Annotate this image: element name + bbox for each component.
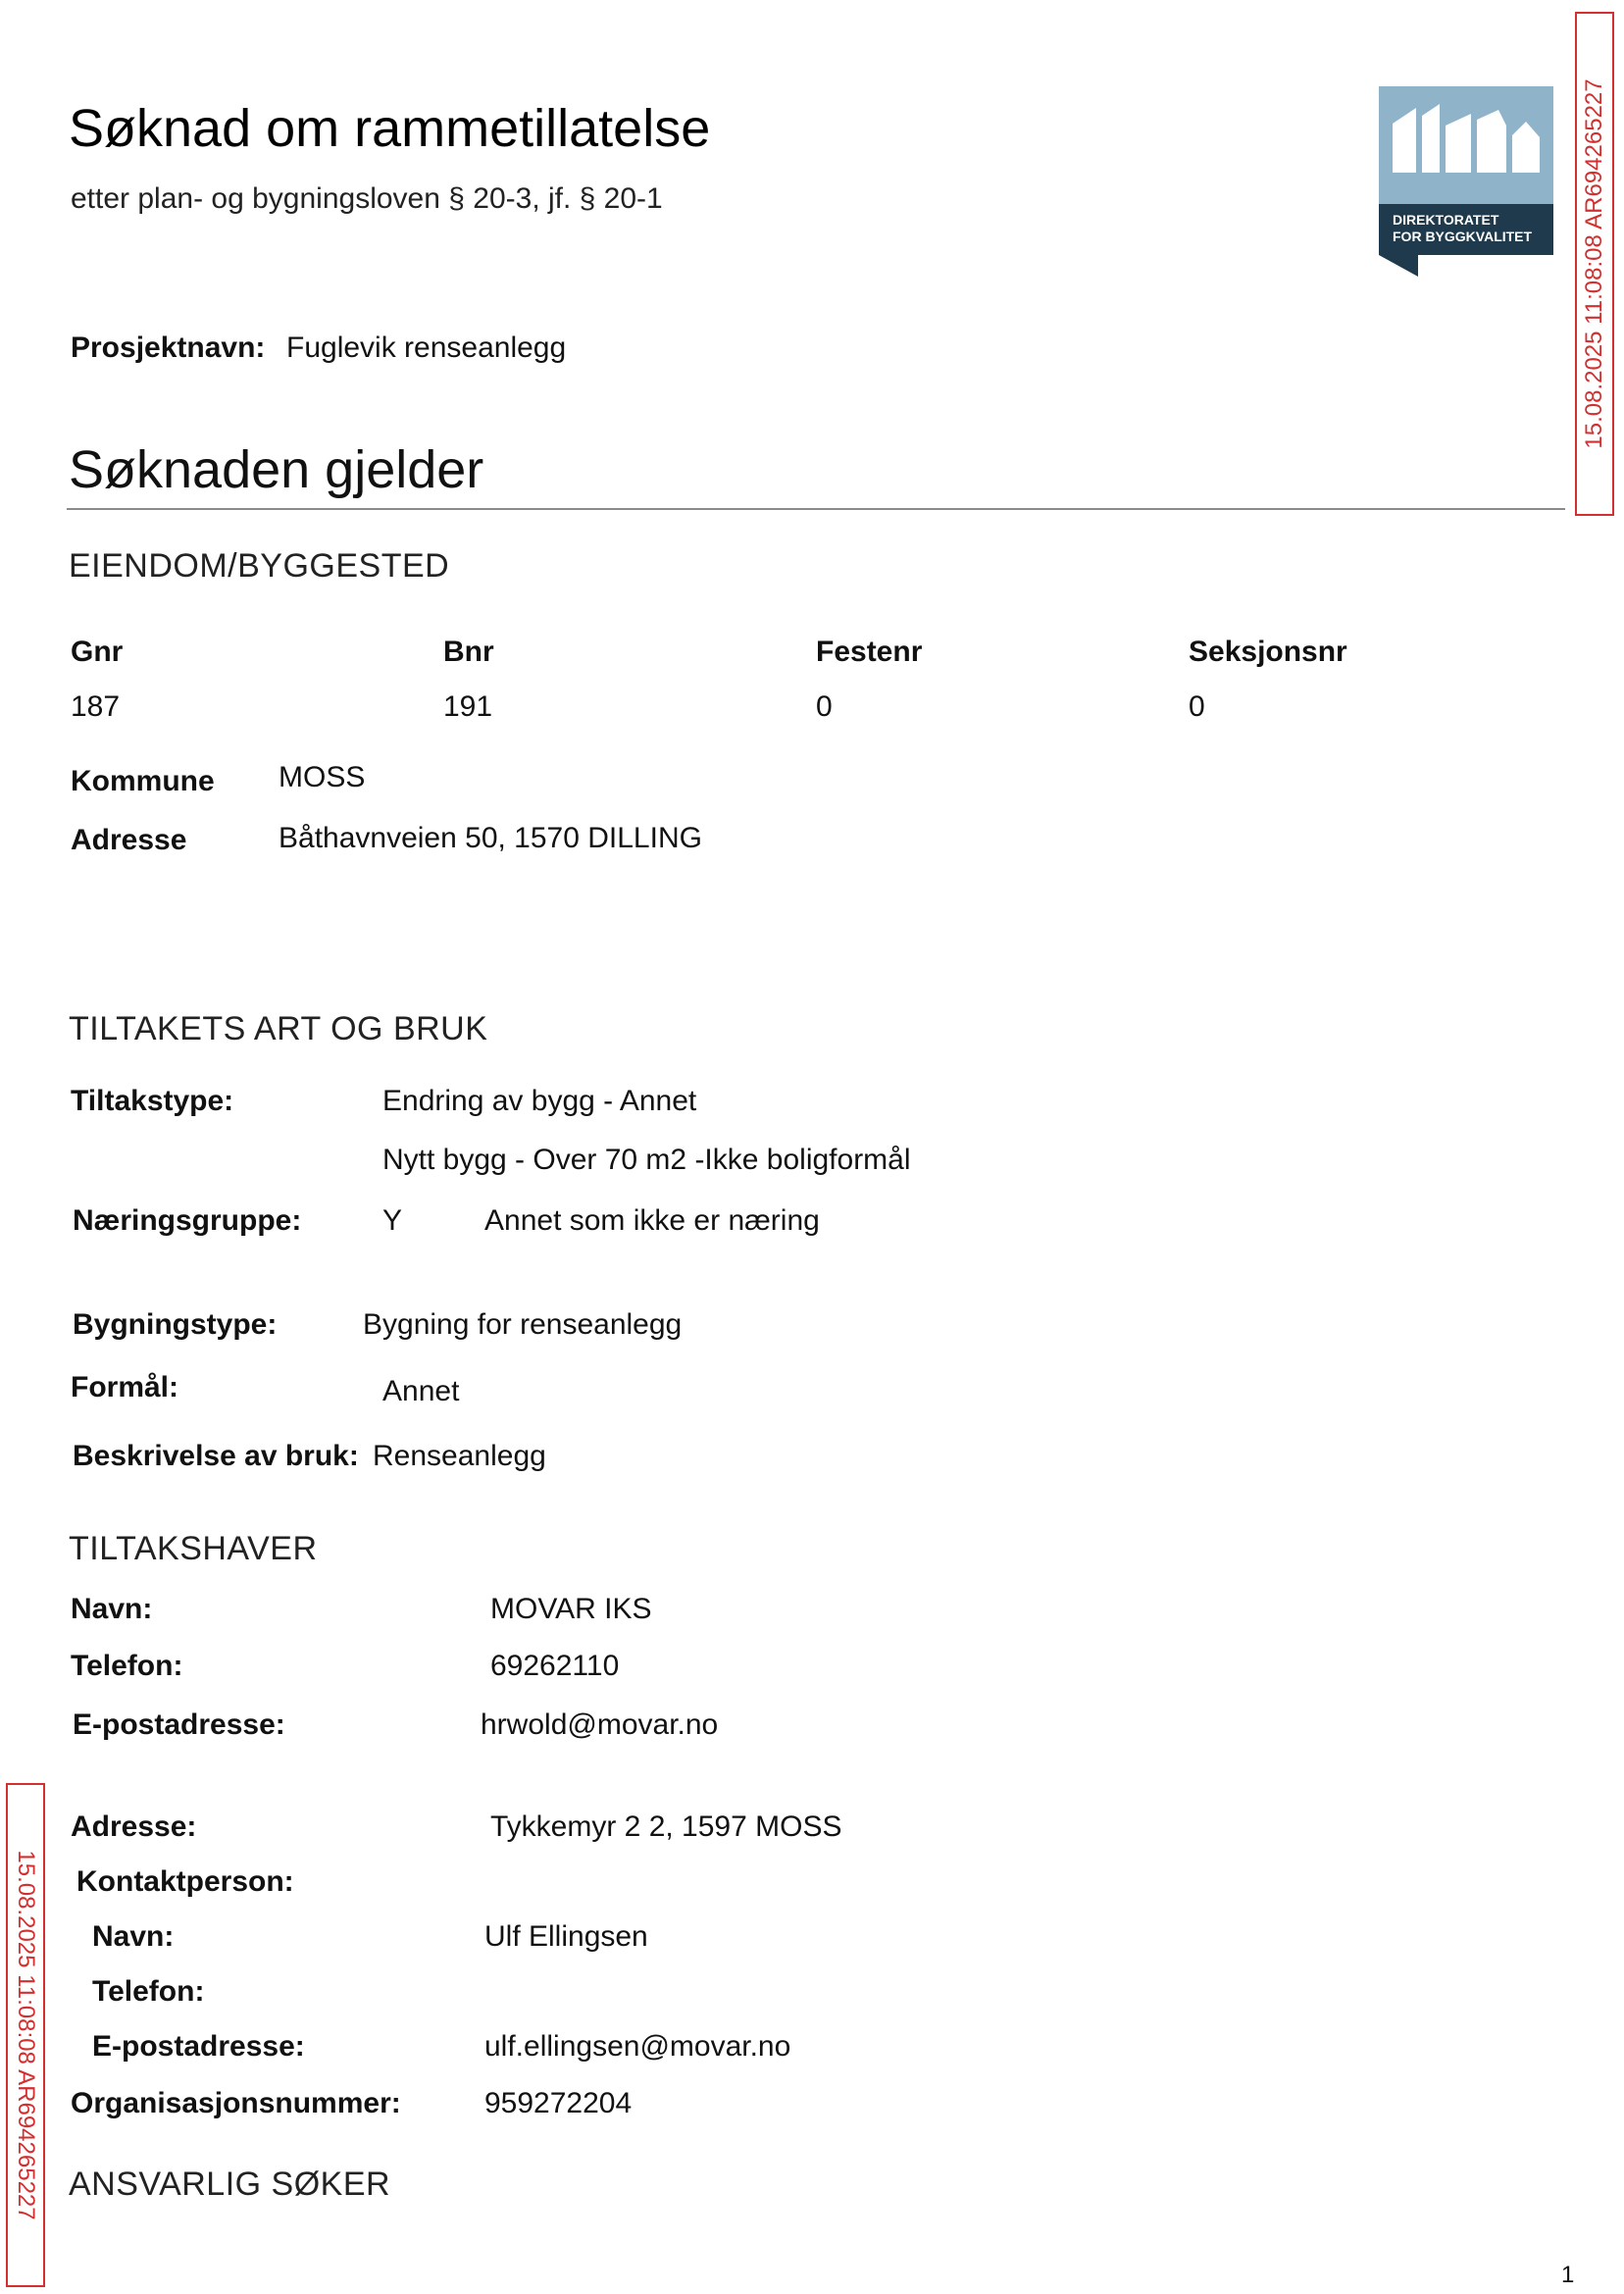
tiltakshaver-heading: TILTAKSHAVER (69, 1530, 318, 1567)
project-value: Fuglevik renseanlegg (286, 331, 567, 364)
tiltakshaver-navn-label: Navn: (71, 1593, 153, 1625)
naeringsgruppe-label: Næringsgruppe: (73, 1204, 302, 1237)
section-title: Søknaden gjelder (69, 440, 484, 499)
kontaktperson-label: Kontaktperson: (76, 1865, 294, 1898)
kontakt-navn-value: Ulf Ellingsen (484, 1920, 648, 1953)
archive-stamp-right (1575, 12, 1614, 516)
kontakt-epost-label: E-postadresse: (92, 2030, 305, 2063)
tiltakshaver-adresse-label: Adresse: (71, 1810, 197, 1843)
tiltakshaver-telefon-value: 69262110 (490, 1650, 620, 1682)
section-divider (67, 508, 1565, 510)
tiltakshaver-adresse-value: Tykkemyr 2 2, 1597 MOSS (490, 1810, 842, 1843)
gnr-value: 187 (71, 690, 121, 723)
beskrivelse-value: Renseanlegg (373, 1440, 546, 1472)
seksjonsnr-label: Seksjonsnr (1189, 636, 1347, 668)
bnr-value: 191 (443, 690, 493, 723)
tiltakshaver-epost-label: E-postadresse: (73, 1708, 285, 1741)
adresse-value: Båthavnveien 50, 1570 DILLING (279, 822, 702, 854)
tiltakstype-value-1: Endring av bygg - Annet (382, 1085, 697, 1117)
tiltakshaver-telefon-label: Telefon: (71, 1650, 183, 1682)
orgnr-value: 959272204 (484, 2087, 633, 2119)
gnr-label: Gnr (71, 636, 124, 668)
tiltak-heading: TILTAKETS ART OG BRUK (69, 1010, 488, 1047)
bygningstype-label: Bygningstype: (73, 1308, 278, 1341)
page-number: 1 (1561, 2262, 1575, 2288)
kommune-value: MOSS (279, 761, 366, 793)
seksjonsnr-value: 0 (1189, 690, 1205, 723)
logo-line-1: DIREKTORATET (1393, 212, 1499, 228)
eiendom-heading: EIENDOM/BYGGESTED (69, 547, 450, 585)
document-subtitle: etter plan- og bygningsloven § 20-3, jf. § 20-1 (71, 182, 663, 215)
tiltakshaver-navn-value: MOVAR IKS (490, 1593, 652, 1625)
archive-stamp-left (6, 1783, 45, 2287)
bnr-label: Bnr (443, 636, 494, 668)
kontakt-navn-label: Navn: (92, 1920, 175, 1953)
project-label: Prosjektnavn: (71, 331, 266, 364)
naeringsgruppe-value: Annet som ikke er næring (484, 1204, 820, 1237)
formal-label: Formål: (71, 1371, 179, 1403)
tiltakstype-label: Tiltakstype: (71, 1085, 234, 1117)
naeringsgruppe-code: Y (382, 1204, 403, 1237)
orgnr-label: Organisasjonsnummer: (71, 2087, 401, 2119)
kontakt-epost-value: ulf.ellingsen@movar.no (484, 2030, 791, 2063)
stamp-text: 15.08.2025 11:08:08 AR694265227 (1581, 78, 1607, 449)
dibk-logo (1379, 86, 1553, 277)
ansvarlig-soker-heading: ANSVARLIG SØKER (69, 2166, 391, 2203)
formal-value: Annet (382, 1375, 460, 1407)
festenr-value: 0 (816, 690, 833, 723)
kontakt-telefon-label: Telefon: (92, 1975, 205, 2008)
dibk-logo-graphic (1379, 86, 1553, 277)
stamp-text: 15.08.2025 11:08:08 AR694265227 (13, 1850, 39, 2220)
document-title: Søknad om rammetillatelse (69, 99, 711, 158)
beskrivelse-label: Beskrivelse av bruk: (73, 1440, 359, 1472)
adresse-label: Adresse (71, 824, 187, 856)
tiltakstype-value-2: Nytt bygg - Over 70 m2 -Ikke boligformål (382, 1144, 911, 1176)
tiltakshaver-epost-value: hrwold@movar.no (481, 1708, 719, 1741)
bygningstype-value: Bygning for renseanlegg (363, 1308, 683, 1341)
festenr-label: Festenr (816, 636, 923, 668)
logo-line-2: FOR BYGGKVALITET (1393, 229, 1533, 244)
kommune-label: Kommune (71, 765, 215, 797)
